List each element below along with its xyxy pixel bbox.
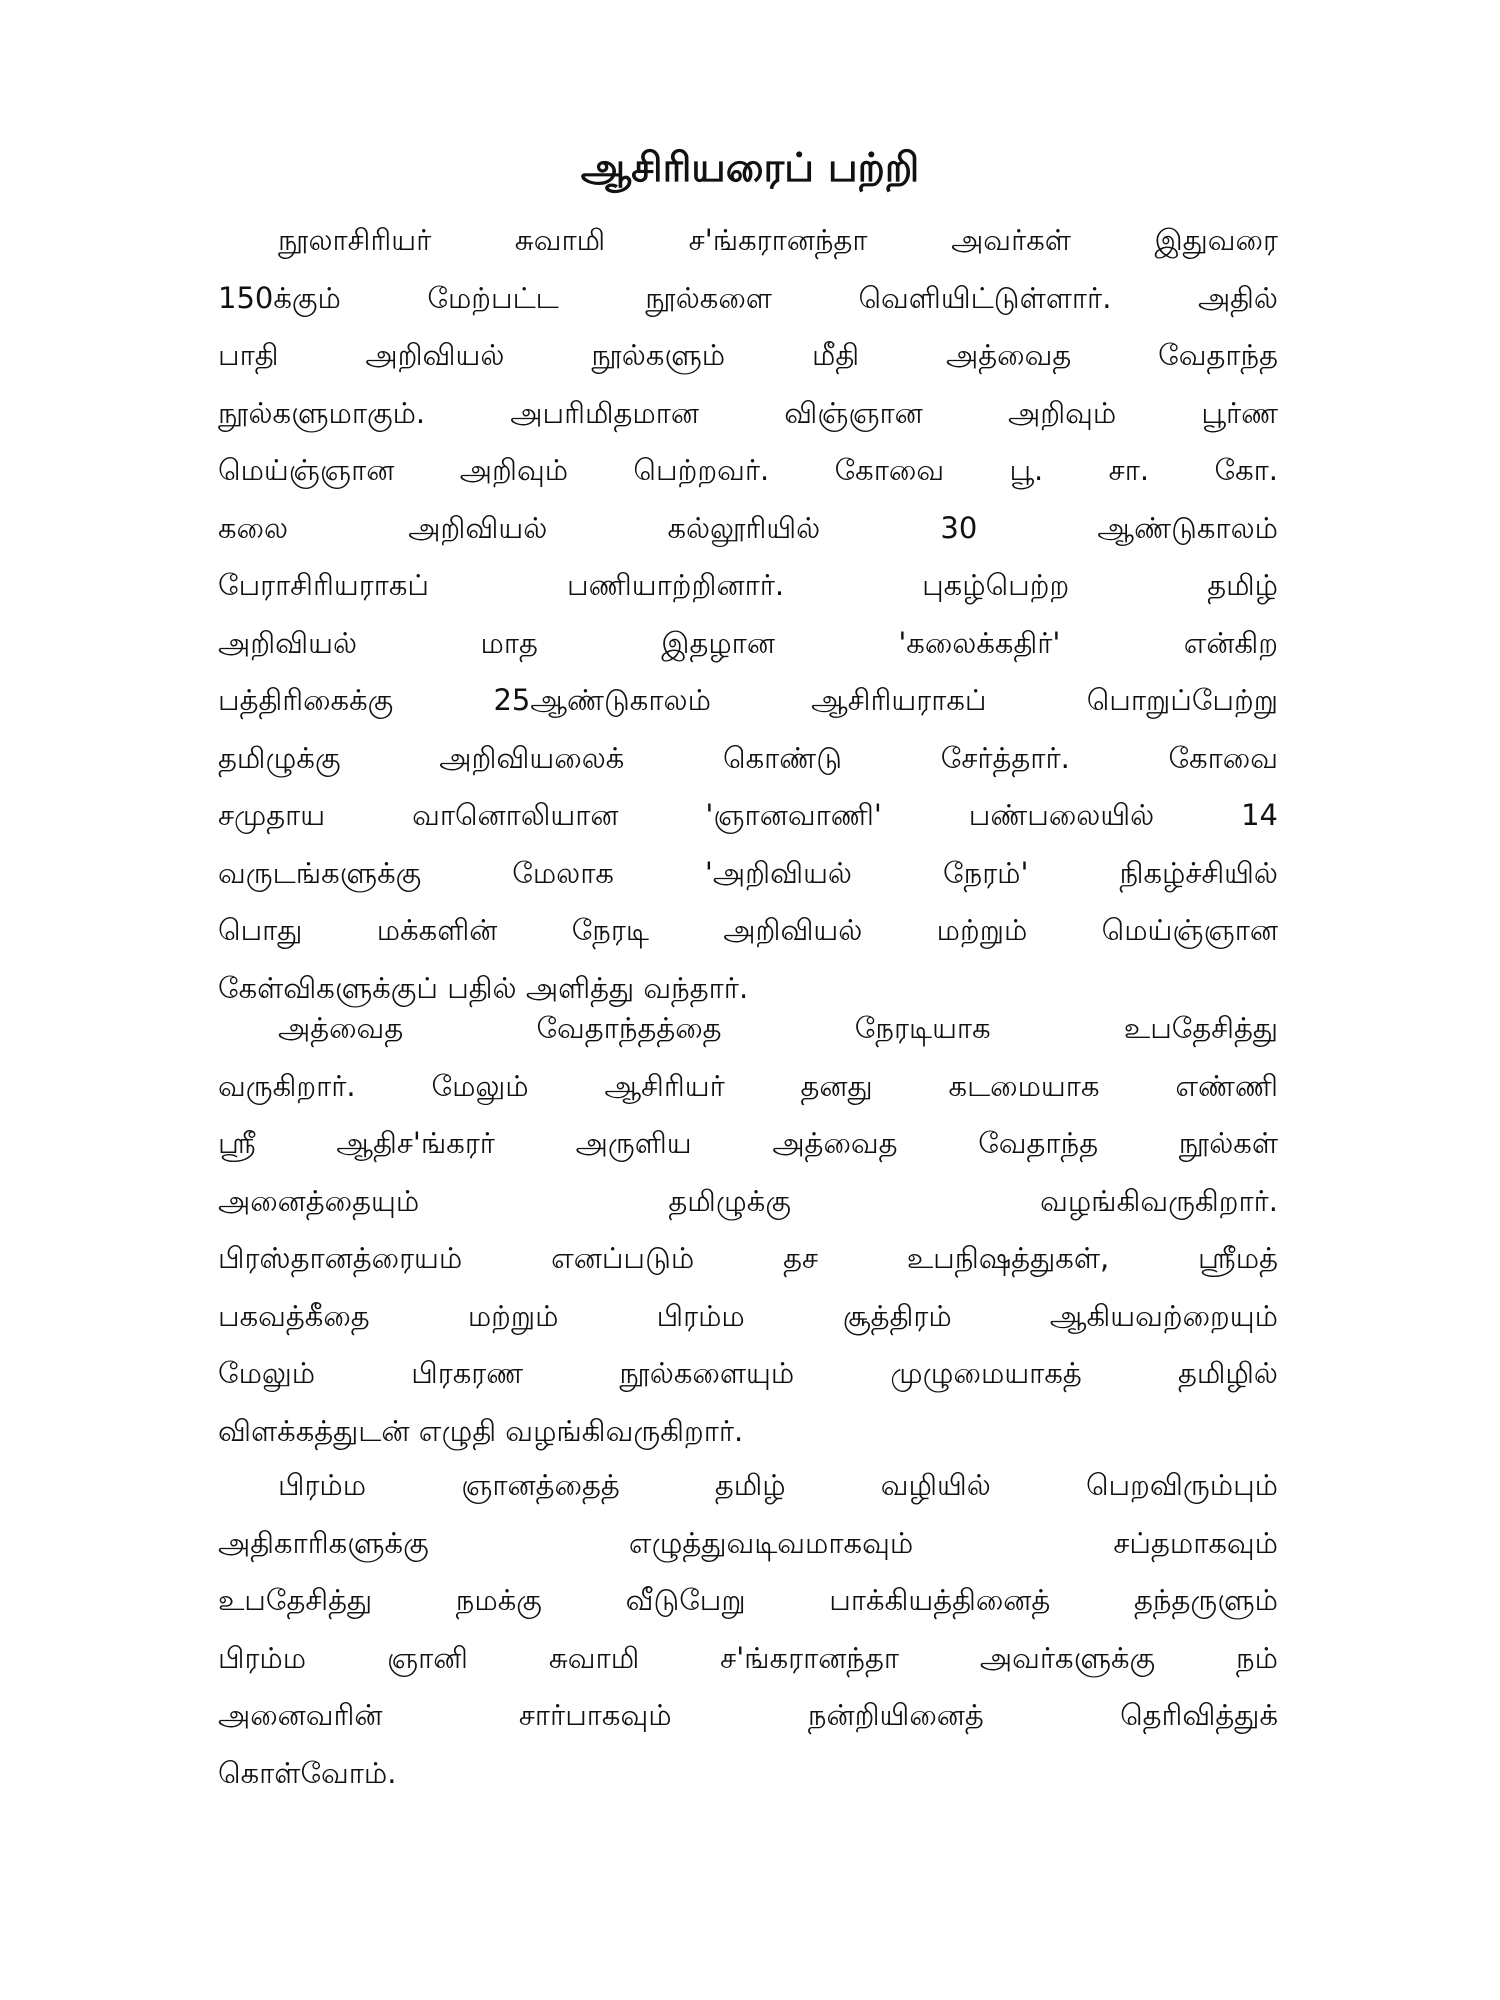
text-line: நூல்களுமாகும். அபரிமிதமான விஞ்ஞான அறிவும் பூர்ண bbox=[218, 395, 1278, 430]
paragraph-1 bbox=[218, 212, 1278, 1017]
text-line: நூலாசிரியர் சுவாமி ச'ங்கரானந்தா அவர்கள் இதுவரை bbox=[278, 223, 1278, 257]
text-line: விளக்கத்துடன் எழுதி வழங்கிவருகிறார். bbox=[218, 1413, 744, 1448]
text-line: பொது மக்களின் நேரடி அறிவியல் மற்றும் மெய்ஞ்ஞான bbox=[218, 913, 1278, 947]
text-line: கலை அறிவியல் கல்லூரியில் 30 ஆண்டுகாலம் bbox=[218, 510, 1278, 545]
text-line: சமுதாய வானொலியான 'ஞானவாணி' பண்பலையில் 14 bbox=[218, 798, 1278, 832]
text-line: பத்திரிகைக்கு 25ஆண்டுகாலம் ஆசிரியராகப் பொறுப்பேற்று bbox=[218, 683, 1278, 717]
page-title: ஆசிரியரைப் பற்றி bbox=[580, 145, 920, 191]
text-line: பகவத்கீதை மற்றும் பிரம்ம சூத்திரம் ஆகியவற்றையும் bbox=[218, 1298, 1278, 1333]
text-line: ஸ்ரீ ஆதிச'ங்கரர் அருளிய அத்வைத வேதாந்த நூல்கள் bbox=[218, 1126, 1278, 1160]
paragraph-3 bbox=[218, 1457, 1278, 1802]
text-line: தமிழுக்கு அறிவியலைக் கொண்டு சேர்த்தார். கோவை bbox=[218, 740, 1278, 775]
text-line: கேள்விகளுக்குப் பதில் அளித்து வந்தார். bbox=[218, 970, 749, 1005]
text-line: உபதேசித்து நமக்கு வீடுபேறு பாக்கியத்தினைத் தந்தருளும் bbox=[218, 1583, 1278, 1617]
text-line: கொள்வோம். bbox=[218, 1755, 397, 1790]
text-line: அதிகாரிகளுக்கு எழுத்துவடிவமாகவும் சப்தமாகவும் bbox=[218, 1525, 1278, 1560]
paragraph-2 bbox=[218, 1000, 1278, 1460]
text-line: வருகிறார். மேலும் ஆசிரியர் தனது கடமையாக எண்ணி bbox=[218, 1068, 1278, 1103]
text-line: பிரஸ்தானத்ரையம் எனப்படும் தச உபநிஷத்துகள், ஸ்ரீமத் bbox=[218, 1241, 1278, 1275]
text-line: அத்வைத வேதாந்தத்தை நேரடியாக உபதேசித்து bbox=[278, 1011, 1278, 1045]
text-line: பேராசிரியராகப் பணியாற்றினார். புகழ்பெற்ற தமிழ் bbox=[218, 568, 1278, 602]
text-line: அனைவரின் சார்பாகவும் நன்றியினைத் தெரிவித்துக் bbox=[218, 1698, 1278, 1732]
text-line: பாதி அறிவியல் நூல்களும் மீதி அத்வைத வேதாந்த bbox=[218, 338, 1278, 372]
text-line: அறிவியல் மாத இதழான 'கலைக்கதிர்' என்கிற bbox=[218, 625, 1278, 660]
text-line: வருடங்களுக்கு மேலாக 'அறிவியல் நேரம்' நிகழ்ச்சியில் bbox=[218, 855, 1278, 890]
text-line: 150க்கும் மேற்பட்ட நூல்களை வெளியிட்டுள்ளார். அதில் bbox=[218, 280, 1278, 315]
text-line: பிரம்ம ஞானி சுவாமி ச'ங்கரானந்தா அவர்களுக்கு நம் bbox=[218, 1640, 1278, 1675]
text-line: அனைத்தையும் தமிழுக்கு வழங்கிவருகிறார். bbox=[218, 1183, 1278, 1218]
text-line: மெய்ஞ்ஞான அறிவும் பெற்றவர். கோவை பூ. சா. கோ. bbox=[218, 453, 1278, 487]
text-line: மேலும் பிரகரண நூல்களையும் முழுமையாகத் தமிழில் bbox=[218, 1356, 1278, 1390]
text-line: பிரம்ம ஞானத்தைத் தமிழ் வழியில் பெறவிரும்பும் bbox=[278, 1468, 1278, 1502]
